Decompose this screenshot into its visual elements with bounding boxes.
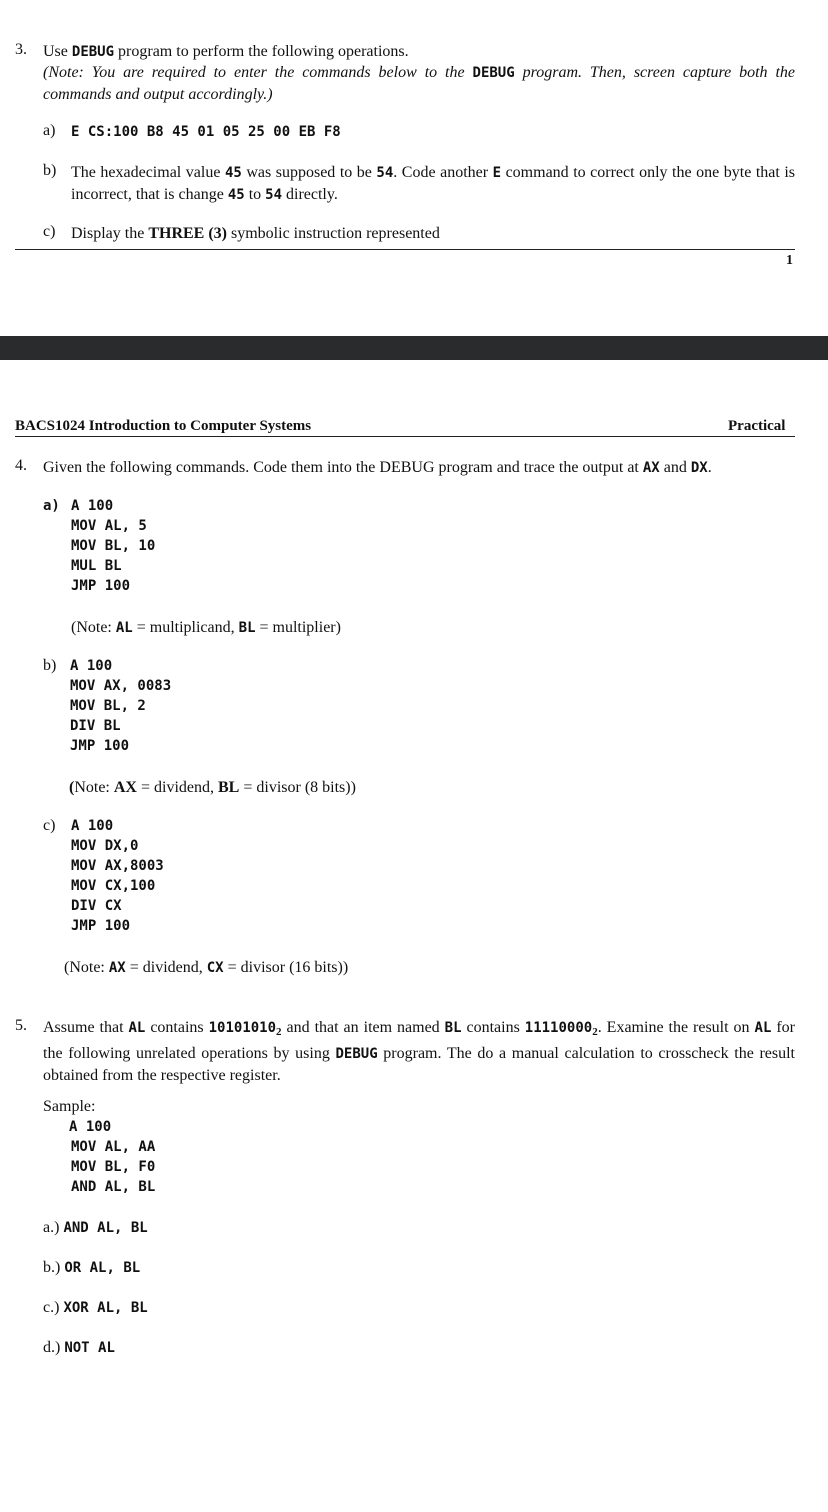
q3a-label: a) [43,122,56,139]
code-line: MOV AL, AA [71,1139,156,1155]
code-line: MOV AX, 0083 [70,678,172,694]
code-line: JMP 100 [71,578,131,594]
q5-sample-code-block [69,1117,155,1197]
q4c-label: c) [43,817,56,834]
q3-note: (Note: You are required to enter the commands below to the DEBUG program. Then, screen capture both the commands and output accordingly.) [43,64,795,103]
code-line: A 100 [71,818,114,834]
header-course-title: BACS1024 Introduction to Computer Systems [15,418,312,434]
q4-intro: Given the following commands. Code them into the DEBUG program and trace the output at AX and DX. [43,459,712,476]
page-separator [0,336,828,360]
q4c-code-block [71,816,164,936]
q4b-label: b) [43,657,57,674]
q3c-label: c) [43,223,56,240]
code-line: MOV BL, F0 [71,1159,156,1175]
q5-item-a: a.) AND AL, BL [43,1219,148,1236]
header-rule [15,436,795,437]
q5-item-b: b.) OR AL, BL [43,1259,141,1276]
code-line: MOV CX,100 [71,878,156,894]
q5-item-d: d.) NOT AL [43,1339,115,1356]
code-line: MOV AX,8003 [71,858,164,874]
q5-number: 5. [15,1017,27,1034]
q3-intro: Use DEBUG program to perform the following operations. [43,43,409,60]
q5-item-c: c.) XOR AL, BL [43,1299,148,1316]
page-top-fragment [0,0,160,4]
q5-sample-label: Sample: [43,1098,96,1115]
page-number: 1 [786,253,793,268]
q4b-code-block [70,656,171,756]
code-line: MOV DX,0 [71,838,139,854]
code-line: MUL BL [71,558,122,574]
code-line: JMP 100 [70,738,130,754]
code-line: A 100 [70,658,113,674]
q3c-text: Display the THREE (3) symbolic instruction represented [71,225,440,242]
q3a-code: E CS:100 B8 45 01 05 25 00 EB F8 [71,124,341,140]
code-line: JMP 100 [71,918,131,934]
q5-paragraph: Assume that AL contains $10101010_2$ and that an item named BL contains $11110000_2$. Examine the result on AL for the following unrelated operations by using DEBUG program. The do a manual calculation to crosscheck the result obtained from the respective register. [43,1019,795,1084]
q4a-note: (Note: AL = multiplicand, BL = multiplier) [71,619,341,636]
code-line: MOV BL, 2 [70,698,146,714]
code-line: DIV CX [71,898,122,914]
code-line: A 100 [69,1119,112,1135]
q4a-code-block [71,496,155,596]
code-line: MOV BL, 10 [71,538,156,554]
q4-number: 4. [15,457,27,474]
code-line: AND AL, BL [71,1179,156,1195]
q3-number: 3. [15,41,27,58]
q3b-text: The hexadecimal value 45 was supposed to be 54. Code another E command to correct only the one byte that is incorrect, that is change 45 to 54 directly. [71,164,796,203]
header-practical: Practical [728,418,786,434]
footer-rule [15,249,795,250]
code-line: A 100 [71,498,114,514]
q4b-note: (Note: AX = dividend, BL = divisor (8 bits)) [69,779,356,796]
code-line: MOV AL, 5 [71,518,147,534]
q4a-label: a) [43,498,60,514]
q3b-label: b) [43,162,57,179]
code-line: DIV BL [70,718,121,734]
q4c-note: (Note: AX = dividend, CX = divisor (16 bits)) [64,959,349,976]
